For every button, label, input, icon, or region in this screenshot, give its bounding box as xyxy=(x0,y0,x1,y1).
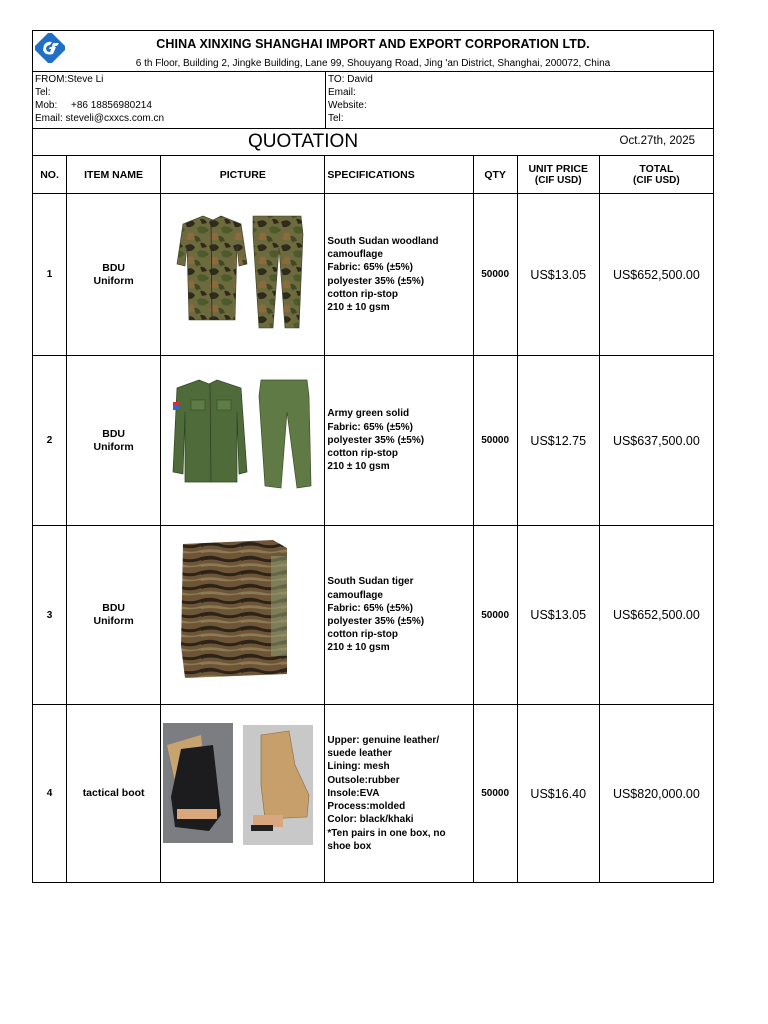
header-total xyxy=(599,156,713,194)
company-header xyxy=(32,30,714,72)
row-item-name-line: BDU xyxy=(102,427,125,440)
row-picture xyxy=(161,194,325,356)
sender-mobile-label: Mob: xyxy=(35,100,58,111)
row-item-name-line: Uniform xyxy=(93,274,134,287)
spec-line: Process:molded xyxy=(327,801,406,813)
quotation-date: Oct.27th, 2025 xyxy=(619,135,695,147)
row-item-name-line: Uniform xyxy=(93,615,134,627)
header-item-name: ITEM NAME xyxy=(67,156,161,194)
row-qty: 50000 xyxy=(473,705,517,883)
spec-line: South Sudan woodland xyxy=(327,235,439,247)
army-green-uniform-photo xyxy=(161,356,323,520)
row-item-name xyxy=(67,194,161,356)
row-number: 4 xyxy=(33,705,67,883)
spec-line: camouflage xyxy=(327,249,383,261)
row-total: US$652,500.00 xyxy=(599,526,713,705)
spec-line: Outsole:rubber xyxy=(327,774,400,786)
row-total: US$820,000.00 xyxy=(599,705,713,883)
quotation-title-row xyxy=(32,129,714,156)
row-picture xyxy=(161,356,325,526)
spec-line: 210 ± 10 gsm xyxy=(327,301,390,313)
spec-line: *Ten pairs in one box, no xyxy=(327,827,446,839)
recipient-contact xyxy=(326,72,713,128)
spec-line: polyester 35% (±5%) xyxy=(327,434,425,446)
header-specifications: SPECIFICATIONS xyxy=(325,156,473,194)
row-item-name-line: BDU xyxy=(102,602,125,614)
table-row xyxy=(33,194,714,356)
header-total-currency: (CIF USD) xyxy=(633,175,680,186)
spec-line: Fabric: 65% (±5%) xyxy=(327,421,413,433)
row-specifications xyxy=(325,526,473,705)
table-row xyxy=(33,705,714,883)
row-item-name xyxy=(67,705,161,883)
sender-email: Email: steveli@cxxcs.com.cn xyxy=(35,113,165,124)
row-item-name-line: Uniform xyxy=(93,440,134,453)
spec-line: Army green solid xyxy=(327,408,410,420)
header-picture: PICTURE xyxy=(161,156,325,194)
spec-line: Upper: genuine leather/ xyxy=(327,735,440,747)
table-header-row xyxy=(33,156,714,194)
quotation-title: QUOTATION xyxy=(247,131,359,152)
sender-contact xyxy=(33,72,326,128)
row-total: US$652,500.00 xyxy=(599,194,713,356)
row-item-name xyxy=(67,356,161,526)
table-row xyxy=(33,356,714,526)
sender-mobile-value: +86 18856980214 xyxy=(71,100,152,111)
company-name: CHINA XINXING SHANGHAI IMPORT AND EXPORT CORPORATION LTD. xyxy=(156,37,590,51)
header-unit-price xyxy=(517,156,599,194)
spec-line: shoe box xyxy=(327,840,372,852)
spec-line: 210 ± 10 gsm xyxy=(327,642,390,654)
spec-line: polyester 35% (±5%) xyxy=(327,616,425,627)
recipient-email: Email: xyxy=(328,87,356,98)
spec-line: Lining: mesh xyxy=(327,761,390,773)
spec-line: 210 ± 10 gsm xyxy=(327,461,390,473)
contact-section xyxy=(32,72,714,129)
recipient-website: Website: xyxy=(328,100,367,111)
spec-line: cotton rip-stop xyxy=(327,629,398,641)
spec-line: Insole:EVA xyxy=(327,787,380,799)
row-qty: 50000 xyxy=(473,356,517,526)
spec-line: camouflage xyxy=(327,589,383,601)
company-address: 6 th Floor, Building 2, Jingke Building, Lane 99, Shouyang Road, Jing 'an District, Shanghai, 200072, China xyxy=(135,58,611,69)
tactical-boots-photo xyxy=(161,705,323,877)
header-qty: QTY xyxy=(473,156,517,194)
row-unit-price: US$13.05 xyxy=(517,194,599,356)
row-number: 2 xyxy=(33,356,67,526)
spec-line: cotton rip-stop xyxy=(327,288,398,300)
table-row xyxy=(33,526,714,705)
row-unit-price: US$12.75 xyxy=(517,356,599,526)
header-unit-price-label: UNIT PRICE xyxy=(528,163,588,175)
row-unit-price: US$13.05 xyxy=(517,526,599,705)
sender-mobile xyxy=(35,99,323,112)
sender-name: FROM:Steve Li xyxy=(35,74,104,85)
row-qty: 50000 xyxy=(473,194,517,356)
row-specifications xyxy=(325,194,473,356)
spec-line: suede leather xyxy=(327,748,392,760)
header-no: NO. xyxy=(33,156,67,194)
spec-line: Fabric: 65% (±5%) xyxy=(327,602,413,614)
recipient-tel: Tel: xyxy=(328,113,344,124)
spec-line: Color: black/khaki xyxy=(327,814,414,826)
items-table xyxy=(32,155,714,883)
quotation-sheet xyxy=(32,30,714,883)
spec-line: polyester 35% (±5%) xyxy=(327,275,425,287)
woodland-camo-uniform-photo xyxy=(161,194,323,350)
spec-line: Fabric: 65% (±5%) xyxy=(327,262,413,274)
row-unit-price: US$16.40 xyxy=(517,705,599,883)
row-specifications xyxy=(325,356,473,526)
row-qty: 50000 xyxy=(473,526,517,705)
row-item-name-line: BDU xyxy=(102,261,125,274)
row-specifications xyxy=(325,705,473,883)
header-total-label: TOTAL xyxy=(639,163,674,175)
row-item-name xyxy=(67,526,161,705)
row-number: 3 xyxy=(33,526,67,705)
spec-line: cotton rip-stop xyxy=(327,448,398,460)
tiger-camo-fabric-photo xyxy=(161,526,323,699)
header-unit-price-currency: (CIF USD) xyxy=(534,175,582,186)
recipient-name: TO: David xyxy=(328,74,373,85)
spec-line: South Sudan tiger xyxy=(327,576,414,588)
row-picture xyxy=(161,705,325,883)
row-picture xyxy=(161,526,325,705)
row-number: 1 xyxy=(33,194,67,356)
row-item-name-line: tactical boot xyxy=(82,787,145,799)
row-total: US$637,500.00 xyxy=(599,356,713,526)
sender-tel: Tel: xyxy=(35,87,51,98)
